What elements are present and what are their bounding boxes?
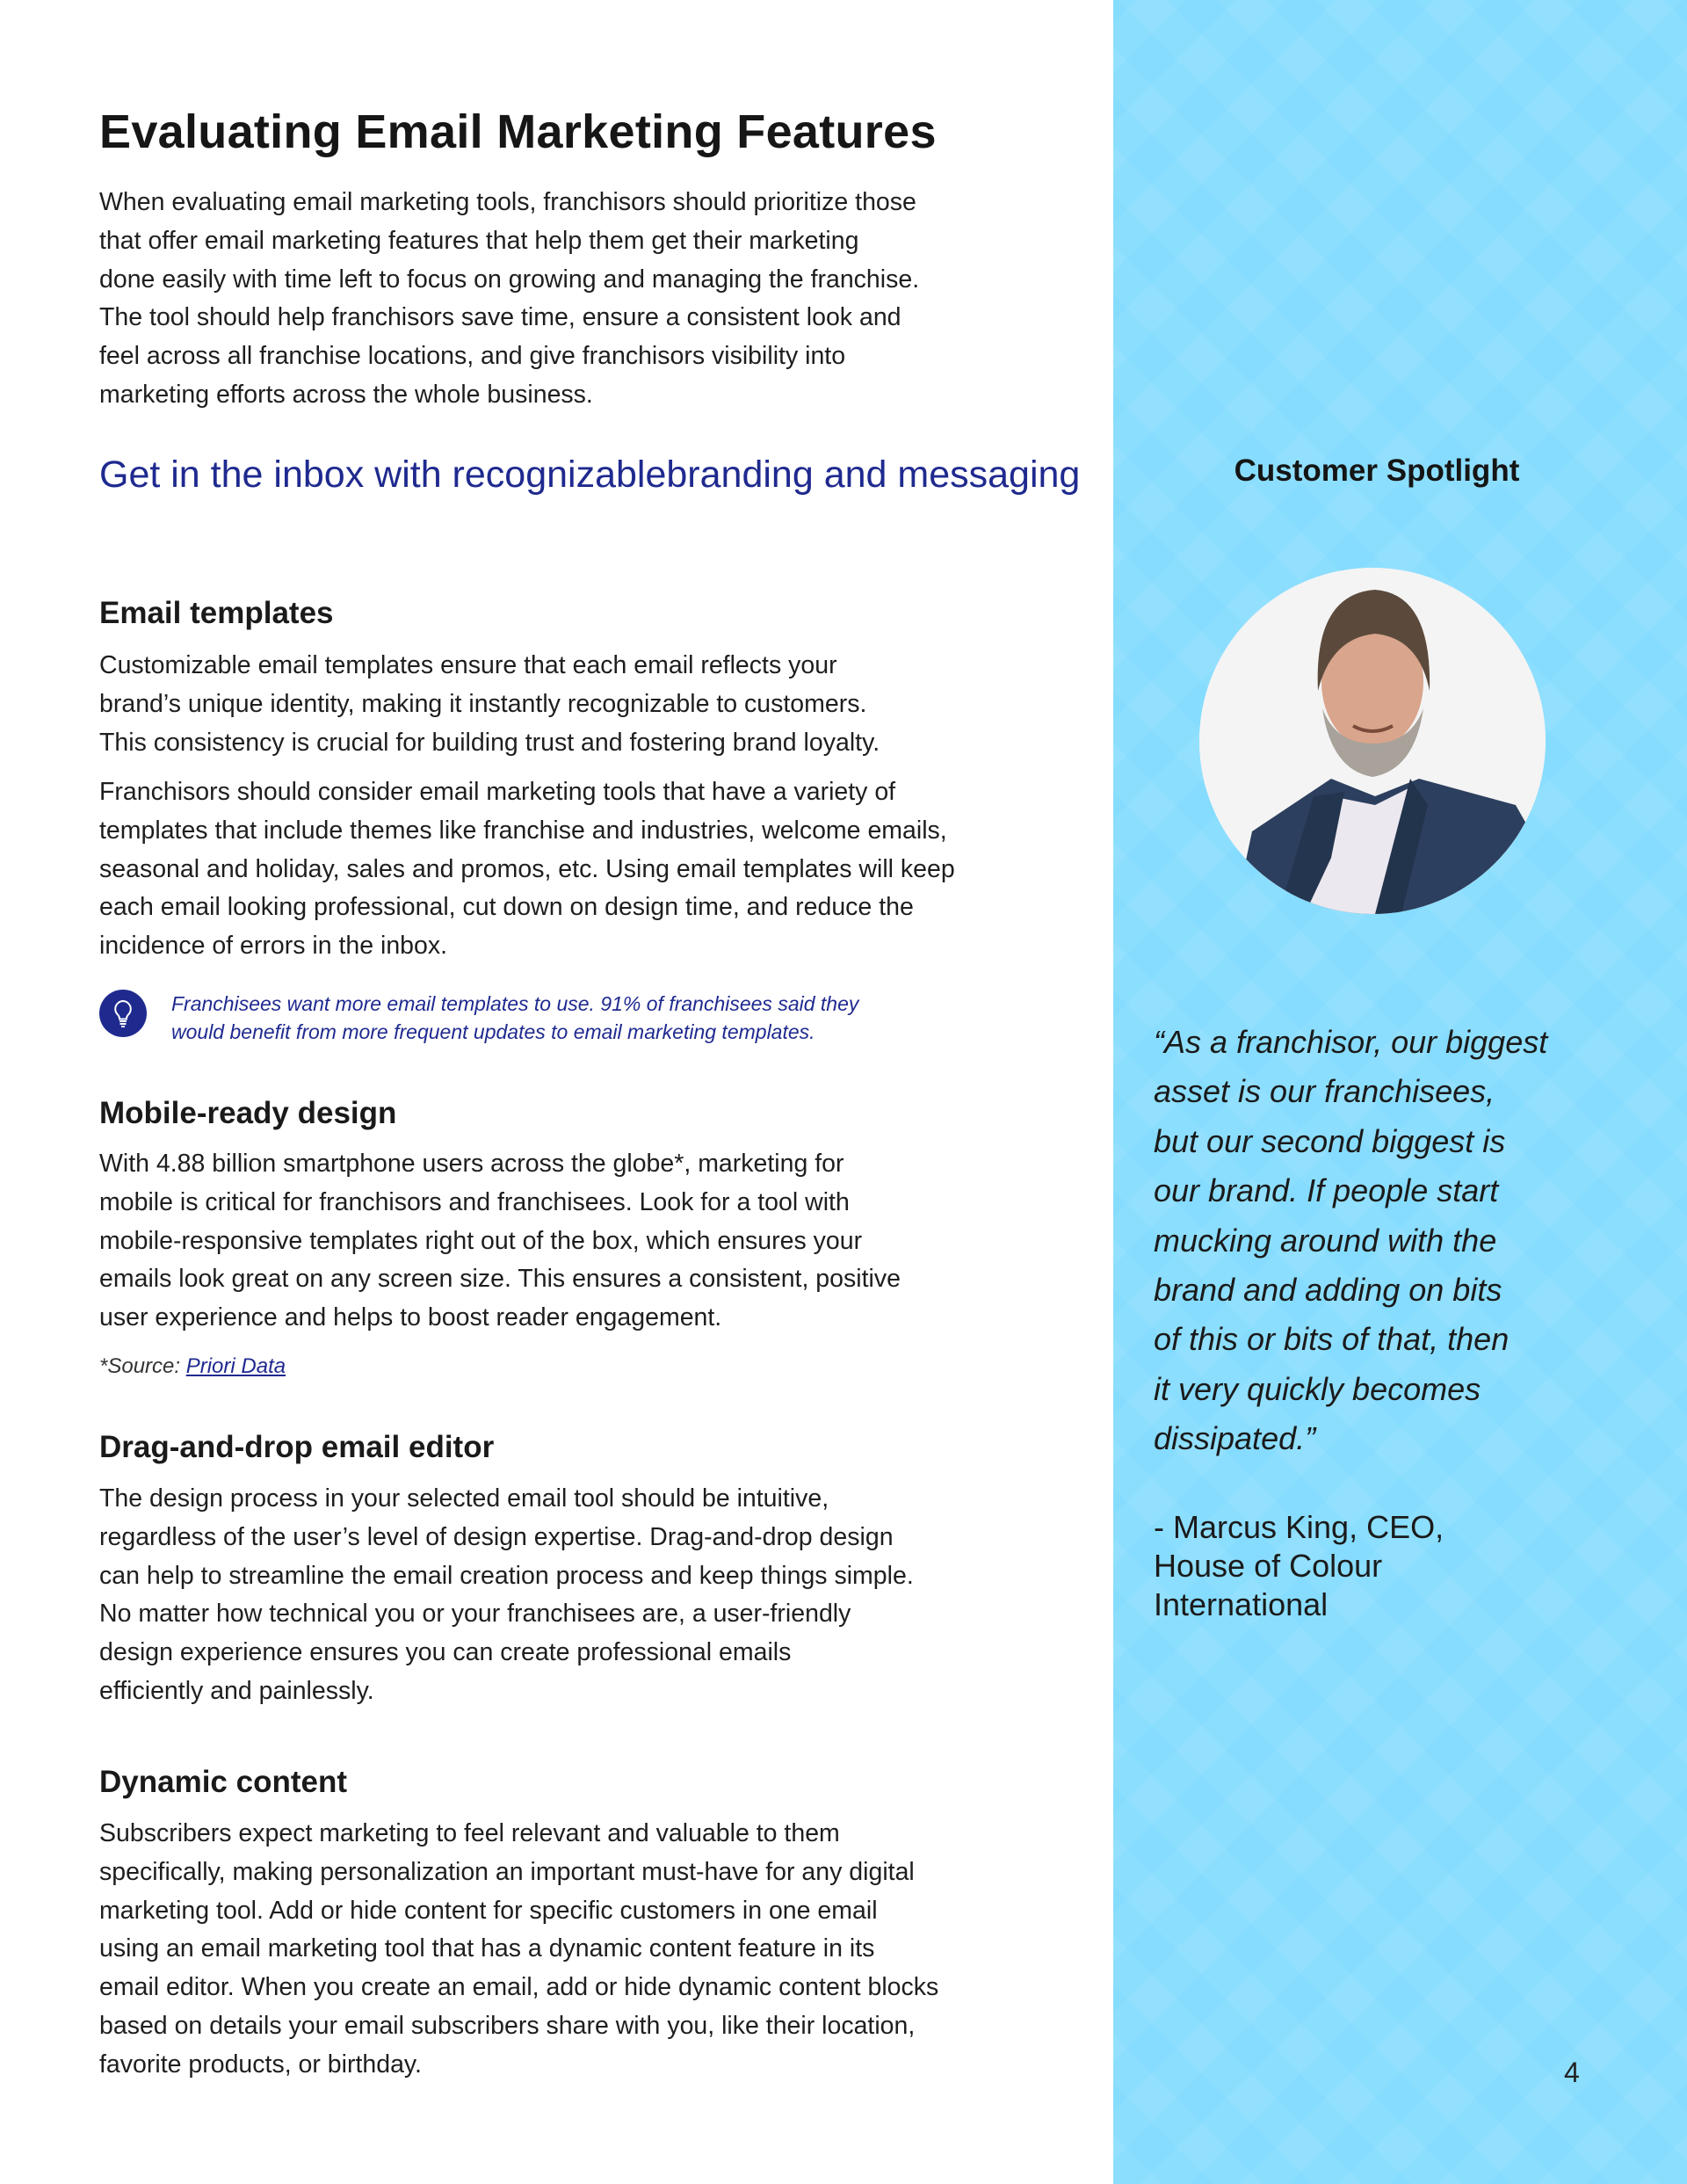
email-templates-paragraph-1 — [99, 647, 1083, 762]
text-line: branding and messaging — [666, 453, 1081, 496]
text-line: The tool should help franchisors save time, ensure a consistent look and — [99, 303, 901, 332]
email-templates-heading: Email templates — [99, 596, 334, 630]
text-line: This consistency is crucial for building trust and fostering brand loyalty. — [99, 728, 880, 757]
text-line: feel across all franchise locations, and give franchisors visibility into — [99, 342, 846, 371]
text-line: efficiently and painlessly. — [99, 1676, 374, 1705]
text-line: our brand. If people start — [1154, 1172, 1499, 1209]
text-line: When evaluating email marketing tools, franchisors should prioritize those — [99, 188, 916, 216]
source-prefix: *Source: — [99, 1354, 186, 1378]
text-line: incidence of errors in the inbox. — [99, 932, 448, 961]
customer-spotlight-heading: Customer Spotlight — [1234, 453, 1520, 488]
section-subheading — [99, 450, 1083, 500]
text-line: based on details your email subscribers share with you, like their location, — [99, 2011, 916, 2040]
text-line: No matter how technical you or your franchisees are, a user-friendly — [99, 1600, 851, 1629]
page-title: Evaluating Email Marketing Features — [99, 105, 937, 158]
text-line: mobile is critical for franchisors and franchisees. Look for a tool with — [99, 1187, 850, 1216]
mobile-ready-paragraph — [99, 1145, 1083, 1338]
text-line: International — [1154, 1586, 1329, 1622]
text-line: but our second biggest is — [1154, 1122, 1506, 1159]
text-line: Franchisees want more email templates to use. 91% of franchisees said they — [171, 992, 859, 1015]
text-line: favorite products, or birthday. — [99, 2050, 422, 2079]
text-line: marketing efforts across the whole business. — [99, 380, 593, 409]
text-line: House of Colour — [1154, 1548, 1383, 1584]
lightbulb-icon — [99, 990, 147, 1037]
customer-quote — [1154, 1018, 1547, 1464]
statistic-callout — [171, 990, 858, 1046]
intro-paragraph — [99, 184, 1083, 415]
text-line: would benefit from more frequent updates to email marketing templates. — [171, 1020, 815, 1043]
text-line: The design process in your selected email tool should be intuitive, — [99, 1484, 829, 1513]
text-line: “As a franchisor, our biggest — [1154, 1024, 1548, 1060]
dynamic-content-paragraph — [99, 1815, 1083, 2085]
text-line: specifically, making personalization an important must-have for any digital — [99, 1857, 915, 1886]
text-line: templates that include themes like franchise and industries, welcome emails, — [99, 816, 947, 845]
text-line: marketing tool. Add or hide content for specific customers in one email — [99, 1896, 878, 1925]
text-line: brand’s unique identity, making it instantly recognizable to customers. — [99, 689, 867, 718]
text-line: done easily with time left to focus on growing and managing the franchise. — [99, 265, 920, 294]
quote-attribution — [1154, 1508, 1444, 1624]
text-line: can help to streamline the email creation process and keep things simple. — [99, 1561, 914, 1590]
text-line: asset is our franchisees, — [1154, 1073, 1495, 1110]
priori-data-link[interactable]: Priori Data — [185, 1354, 286, 1378]
text-line: - Marcus King, CEO, — [1154, 1509, 1444, 1545]
text-line: Customizable email templates ensure that each email reflects your — [99, 651, 837, 679]
text-line: it very quickly becomes — [1154, 1370, 1481, 1407]
drag-drop-paragraph — [99, 1480, 1083, 1711]
text-line: regardless of the user’s level of design expertise. Drag-and-drop design — [99, 1522, 894, 1551]
text-line: mucking around with the — [1154, 1222, 1497, 1259]
text-line: user experience and helps to boost reader engagement. — [99, 1303, 722, 1332]
text-line: mobile-responsive templates right out of the box, which ensures your — [99, 1226, 863, 1255]
mobile-ready-heading: Mobile-ready design — [99, 1096, 397, 1130]
text-line: With 4.88 billion smartphone users across the globe*, marketing for — [99, 1150, 844, 1178]
dynamic-content-heading: Dynamic content — [99, 1765, 347, 1799]
text-line: seasonal and holiday, sales and promos, etc. Using email templates will keep — [99, 854, 955, 883]
text-line: Franchisors should consider email marketing tools that have a variety of — [99, 778, 896, 806]
text-line: that offer email marketing features that help them get their marketing — [99, 226, 859, 255]
page-number: 4 — [1564, 2057, 1580, 2088]
source-note — [99, 1353, 1083, 1380]
text-line: each email looking professional, cut down on design time, and reduce the — [99, 893, 914, 922]
text-line: Subscribers expect marketing to feel relevant and valuable to them — [99, 1819, 840, 1847]
text-line: design experience ensures you can create professional emails — [99, 1638, 792, 1667]
text-line: using an email marketing tool that has a dynamic content feature in its — [99, 1934, 875, 1963]
drag-drop-heading: Drag-and-drop email editor — [99, 1430, 495, 1464]
text-line: email editor. When you create an email, add or hide dynamic content blocks — [99, 1973, 939, 2002]
email-templates-paragraph-2 — [99, 773, 1083, 966]
text-line: of this or bits of that, then — [1154, 1321, 1510, 1358]
text-line: emails look great on any screen size. This ensures a consistent, positive — [99, 1265, 901, 1294]
customer-photo — [1199, 568, 1546, 914]
text-line: dissipated.” — [1154, 1420, 1316, 1457]
text-line: brand and adding on bits — [1154, 1272, 1502, 1309]
text-line: Get in the inbox with recognizable — [99, 453, 667, 496]
